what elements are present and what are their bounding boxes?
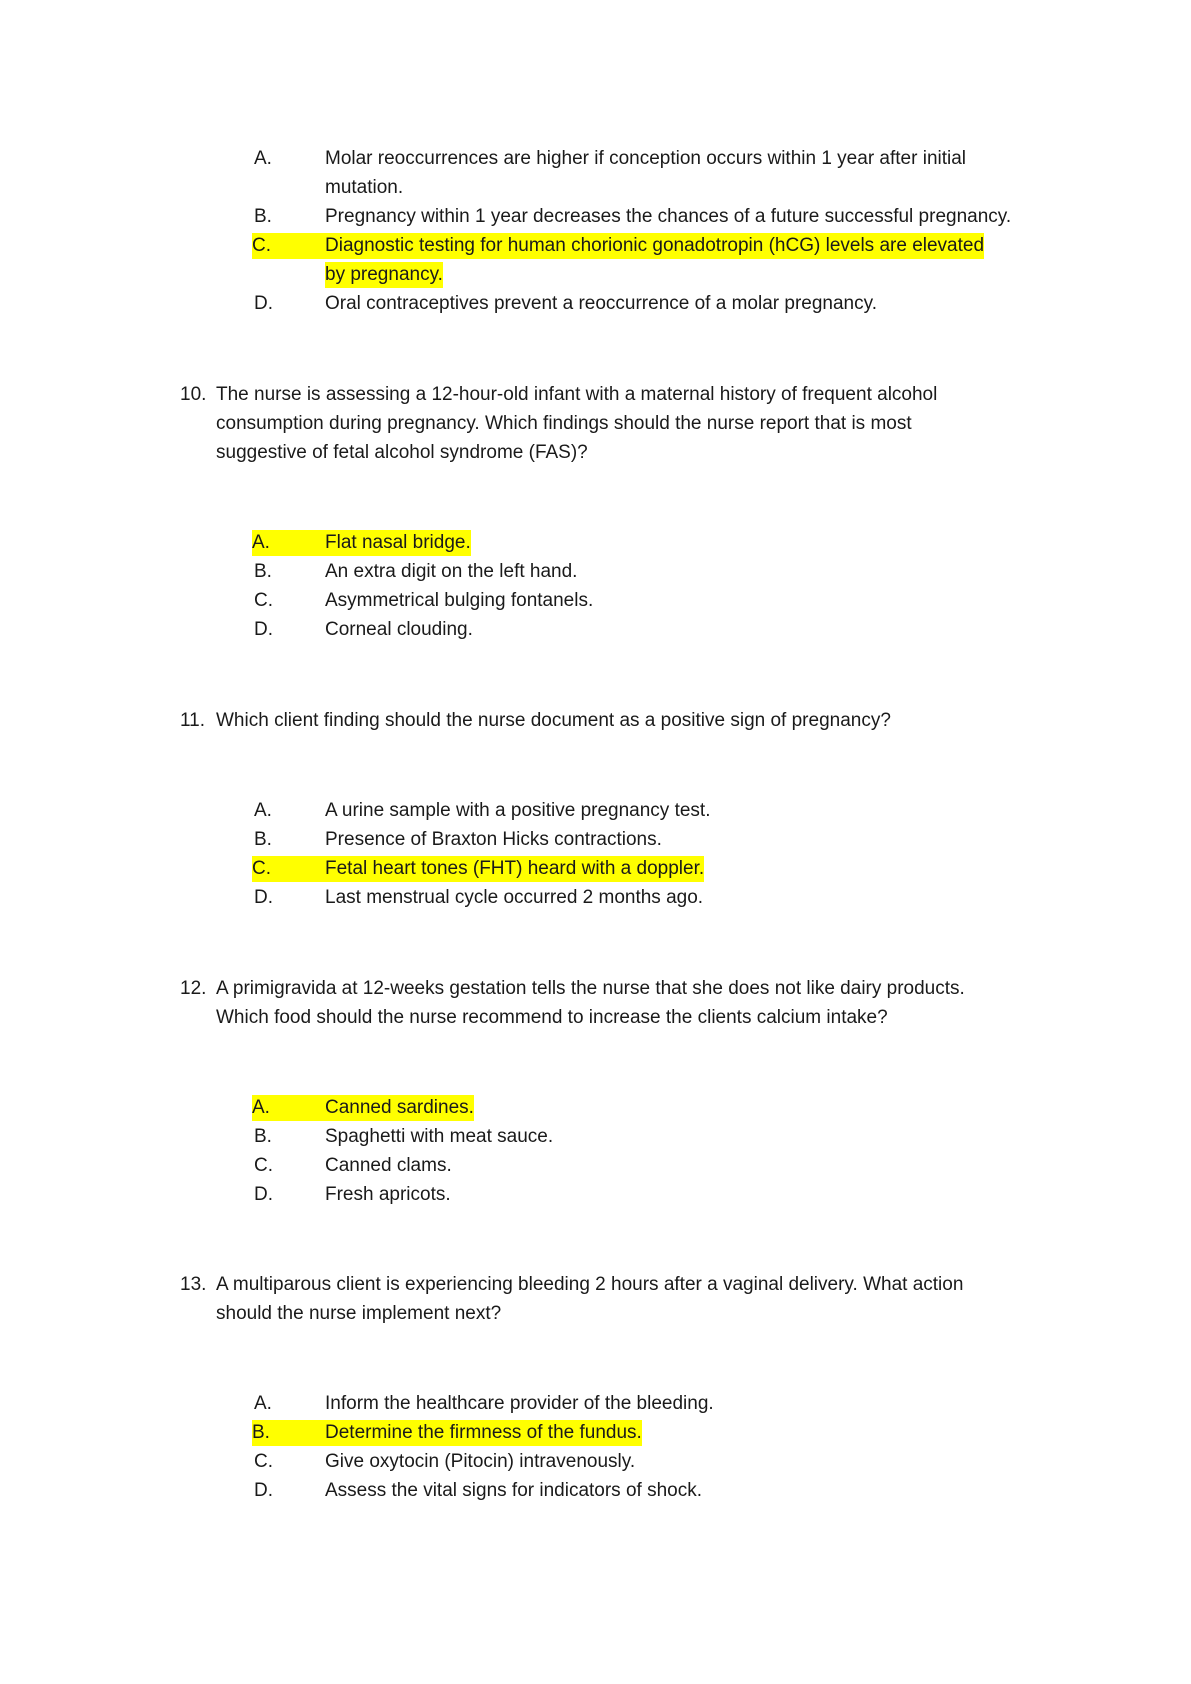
option-letter: A. <box>254 1393 272 1414</box>
question-number: 12. <box>180 978 207 999</box>
option-letter: D. <box>254 887 273 908</box>
option-letter: A. <box>254 148 272 169</box>
option-text: Oral contraceptives prevent a reoccurrence of a molar pregnancy. <box>325 293 877 314</box>
option-text: Inform the healthcare provider of the bleeding. <box>325 1393 714 1414</box>
option-letter: D. <box>254 1480 273 1501</box>
option-text: Last menstrual cycle occurred 2 months ago. <box>325 887 704 908</box>
option-letter-correct: C. <box>252 233 325 259</box>
option-text: Fresh apricots. <box>325 1184 451 1205</box>
option-text: A urine sample with a positive pregnancy test. <box>325 800 711 821</box>
option-text: Corneal clouding. <box>325 619 473 640</box>
question-number: 13. <box>180 1274 207 1295</box>
option-text: Assess the vital signs for indicators of shock. <box>325 1480 702 1501</box>
question-text: consumption during pregnancy. Which findings should the nurse report that is most <box>216 413 912 434</box>
option-letter: D. <box>254 619 273 640</box>
question-text: A multiparous client is experiencing bleeding 2 hours after a vaginal delivery. What action <box>216 1274 964 1295</box>
option-letter-correct: B. <box>252 1420 325 1446</box>
option-text-correct: Canned sardines. <box>325 1095 474 1121</box>
question-text: The nurse is assessing a 12-hour-old infant with a maternal history of frequent alcohol <box>216 384 938 405</box>
question-text: should the nurse implement next? <box>216 1303 502 1324</box>
option-text: Pregnancy within 1 year decreases the chances of a future successful pregnancy. <box>325 206 1012 227</box>
option-text-correct: Fetal heart tones (FHT) heard with a doppler. <box>325 856 704 882</box>
question-number: 10. <box>180 384 207 405</box>
question-text: A primigravida at 12-weeks gestation tells the nurse that she does not like dairy products. <box>216 978 965 999</box>
option-letter: A. <box>254 800 272 821</box>
question-text: Which food should the nurse recommend to increase the clients calcium intake? <box>216 1007 888 1028</box>
option-letter-correct: A. <box>252 1095 325 1121</box>
option-text: Molar reoccurrences are higher if conception occurs within 1 year after initial <box>325 148 967 169</box>
option-letter: D. <box>254 293 273 314</box>
question-text: suggestive of fetal alcohol syndrome (FAS)? <box>216 442 588 463</box>
question-text: Which client finding should the nurse document as a positive sign of pregnancy? <box>216 710 891 731</box>
option-text: Canned clams. <box>325 1155 452 1176</box>
option-text-correct: Determine the firmness of the fundus. <box>325 1420 642 1446</box>
option-letter: B. <box>254 561 272 582</box>
option-letter: B. <box>254 206 272 227</box>
question-number: 11. <box>180 710 206 731</box>
option-letter-correct: C. <box>252 856 325 882</box>
option-letter: C. <box>254 1155 273 1176</box>
option-text: Asymmetrical bulging fontanels. <box>325 590 594 611</box>
option-text-correct: by pregnancy. <box>325 262 443 288</box>
option-text: An extra digit on the left hand. <box>325 561 578 582</box>
option-text-correct: Diagnostic testing for human chorionic gonadotropin (hCG) levels are elevated <box>325 233 984 259</box>
option-text: Give oxytocin (Pitocin) intravenously. <box>325 1451 636 1472</box>
option-text: Presence of Braxton Hicks contractions. <box>325 829 662 850</box>
option-letter: D. <box>254 1184 273 1205</box>
option-letter-correct: A. <box>252 530 325 556</box>
option-letter: B. <box>254 1126 272 1147</box>
option-letter: C. <box>254 1451 273 1472</box>
option-text: mutation. <box>325 177 404 198</box>
option-letter: B. <box>254 829 272 850</box>
option-text-correct: Flat nasal bridge. <box>325 530 471 556</box>
option-letter: C. <box>254 590 273 611</box>
option-text: Spaghetti with meat sauce. <box>325 1126 554 1147</box>
